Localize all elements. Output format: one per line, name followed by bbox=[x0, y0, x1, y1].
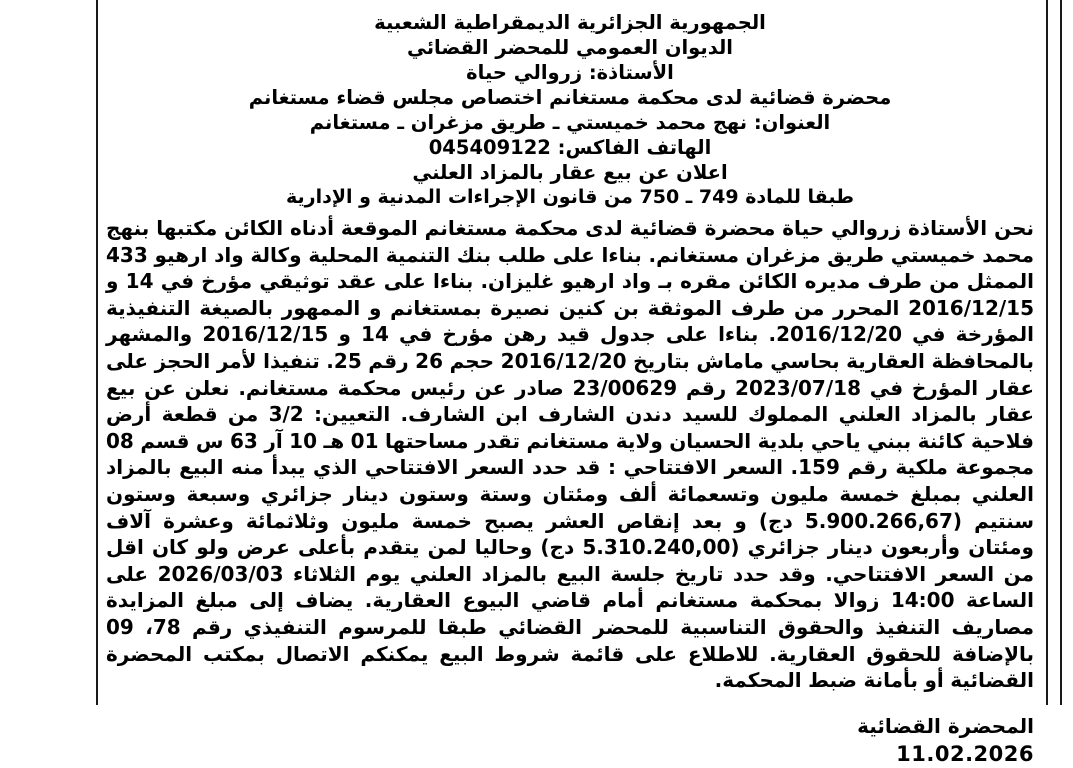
header-line-phone-fax: الهاتف الفاكس: 045409122 bbox=[428, 136, 712, 159]
header-line-jurisdiction: محضرة قضائية لدى محكمة مستغانم اختصاص مجلس قضاء مستغانم bbox=[248, 86, 892, 109]
signature-date: 11.02.2026 bbox=[896, 741, 1034, 766]
page-border-right-outer bbox=[1046, 0, 1048, 705]
document-header bbox=[106, 10, 1034, 210]
document-signature bbox=[106, 712, 1034, 768]
page-border-left bbox=[96, 0, 98, 705]
header-line-address: العنوان: نهج محمد خميستي ـ طريق مزغران ـ مستغانم bbox=[309, 111, 831, 134]
header-line-officer-name: الأستاذة: زروالي حياة bbox=[466, 61, 674, 84]
page-border-right-inner bbox=[1060, 0, 1062, 705]
signature-title: المحضرة القضائية bbox=[857, 713, 1034, 738]
header-line-legal-article: طبقا للمادة 749 ـ 750 من قانون الإجراءات المدنية و الإدارية bbox=[286, 186, 854, 208]
document-content bbox=[106, 10, 1035, 766]
document-body bbox=[106, 215, 1034, 694]
header-line-announcement-title: اعلان عن بيع عقار بالمزاد العلني bbox=[412, 161, 728, 184]
header-line-office: الديوان العمومي للمحضر القضائي bbox=[406, 36, 733, 59]
header-line-country: الجمهورية الجزائرية الديمقراطية الشعبية bbox=[374, 11, 766, 34]
body-paragraph: نحن الأستاذة زروالي حياة محضرة قضائية لدى محكمة مستغانم الموقعة أدناه الكائن مكتبها بنهج محمد خميستي طريق مزغران مستغانم. بناءا على طلب بنك التنمية المحلية وكالة واد ارهيو 433 الممثل من طرف مديره الكائن مقره بـ واد ارهيو غليزان. بناءا على عقد توثيقي مؤرخ في 14 و 2016/12/15 المحرر من طرف الموثقة بن كنين نصيرة بمستغانم و الممهور بالصيغة التنفيذية المؤرخة في 2016/12/20. بناءا على جدول قيد رهن مؤرخ في 14 و 2016/12/15 والمشهر بالمحافظة العقارية بحاسي ماماش بتاريخ 2016/12/20 حجم 26 رقم 25. تنفيذا لأمر الحجز على عقار المؤرخ في 2023/07/18 رقم 23/00629 صادر عن رئيس محكمة مستغانم. نعلن عن بيع عقار بالمزاد العلني المملوك للسيد دندن الشارف ابن الشارف. التعيين: 3/2 من قطعة أرض فلاحية كائنة ببني ياحي بلدية الحسيان ولاية مستغانم تقدر مساحتها 01 هـ 10 آر 63 س قسم 08 مجموعة ملكية رقم 159. السعر الافتتاحي : قد حدد السعر الافتتاحي الذي يبدأ منه البيع بالمزاد العلني بمبلغ خمسة مليون وتسعمائة ألف ومئتان وستة وستون دينار جزائري وسبعة وستون سنتيم (5.900.266,67 دج) و بعد إنقاص العشر يصبح خمسة مليون وثلاثمائة وعشرة آلاف ومئتان وأربعون دينار جزائري (5.310.240,00 دج) وحاليا لمن يتقدم بأعلى عرض ولو كان اقل من السعر الافتتاحي. وقد حدد تاريخ جلسة البيع بالمزاد العلني يوم الثلاثاء 2026/03/03 على الساعة 14:00 زوالا بمحكمة مستغانم أمام قاضي البيوع العقارية. يضاف إلى مبلغ المزايدة مصاريف التنفيذ والحقوق التناسبية للمحضر القضائي طبقا للمرسوم التنفيذي رقم 78، 09 بالإضافة للحقوق العقارية. للاطلاع على قائمة شروط البيع يمكنكم الاتصال بمكتب المحضرة القضائية أو بأمانة ضبط المحكمة. bbox=[106, 216, 1035, 693]
